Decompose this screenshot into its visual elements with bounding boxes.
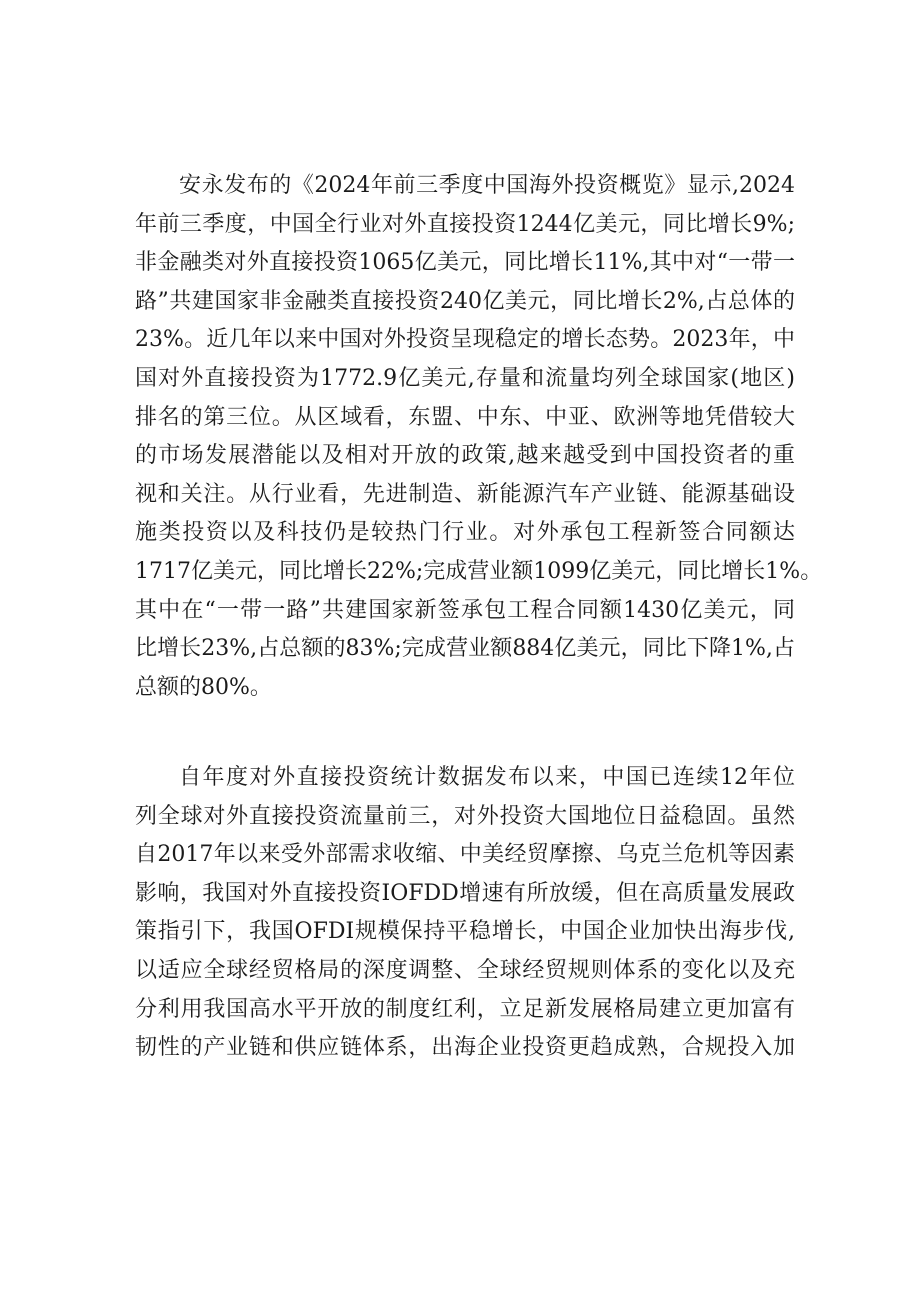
paragraph-line: 影响，我国对外直接投资IOFDD增速有所放缓，但在高质量发展政 <box>135 880 795 906</box>
paragraph-line: 1717亿美元，同比增长22%;完成营业额1099亿美元，同比增长1%。 <box>135 558 823 584</box>
paragraph-ofdi-trend <box>135 759 795 1068</box>
paragraph-line: 总额的80%。 <box>135 674 272 700</box>
paragraph-line: 年前三季度，中国全行业对外直接投资1244亿美元，同比增长9%; <box>135 211 795 237</box>
paragraph-line: 比增长23%,占总额的83%;完成营业额884亿美元，同比下降1%,占 <box>135 636 795 662</box>
paragraph-line: 安永发布的《2024年前三季度中国海外投资概览》显示,2024 <box>179 173 795 198</box>
paragraph-line: 视和关注。从行业看，先进制造、新能源汽车产业链、能源基础设 <box>135 481 795 507</box>
paragraph-line: 23%。近几年以来中国对外投资呈现稳定的增长态势。2023年，中 <box>135 327 795 353</box>
paragraph-line: 韧性的产业链和供应链体系，出海企业投资更趋成熟，合规投入加 <box>135 1035 795 1061</box>
paragraph-line: 的市场发展潜能以及相对开放的政策,越来越受到中国投资者的重 <box>135 443 795 469</box>
paragraph-line: 自年度对外直接投资统计数据发布以来，中国已连续12年位 <box>179 765 795 790</box>
paragraph-line: 施类投资以及科技仍是较热门行业。对外承包工程新签合同额达 <box>135 520 795 546</box>
paragraph-line: 分利用我国高水平开放的制度红利，立足新发展格局建立更加富有 <box>135 996 795 1022</box>
paragraph-line: 自2017年以来受外部需求收缩、中美经贸摩擦、乌克兰危机等因素 <box>135 842 795 868</box>
paragraph-line: 列全球对外直接投资流量前三，对外投资大国地位日益稳固。虽然 <box>135 803 795 829</box>
paragraph-line: 其中在“一带一路”共建国家新签承包工程合同额1430亿美元，同 <box>135 597 795 623</box>
paragraph-line: 国对外直接投资为1772.9亿美元,存量和流量均列全球国家(地区) <box>135 365 795 391</box>
paragraph-overseas-investment-overview <box>135 167 823 707</box>
paragraph-line: 排名的第三位。从区域看，东盟、中东、中亚、欧洲等地凭借较大 <box>135 404 795 430</box>
paragraph-line: 以适应全球经贸格局的深度调整、全球经贸规则体系的变化以及充 <box>135 957 795 983</box>
paragraph-line: 策指引下，我国OFDI规模保持平稳增长，中国企业加快出海步伐, <box>135 919 795 945</box>
paragraph-line: 非金融类对外直接投资1065亿美元，同比增长11%,其中对“一带一 <box>135 250 795 276</box>
paragraph-line: 路”共建国家非金融类直接投资240亿美元，同比增长2%,占总体的 <box>135 288 795 314</box>
